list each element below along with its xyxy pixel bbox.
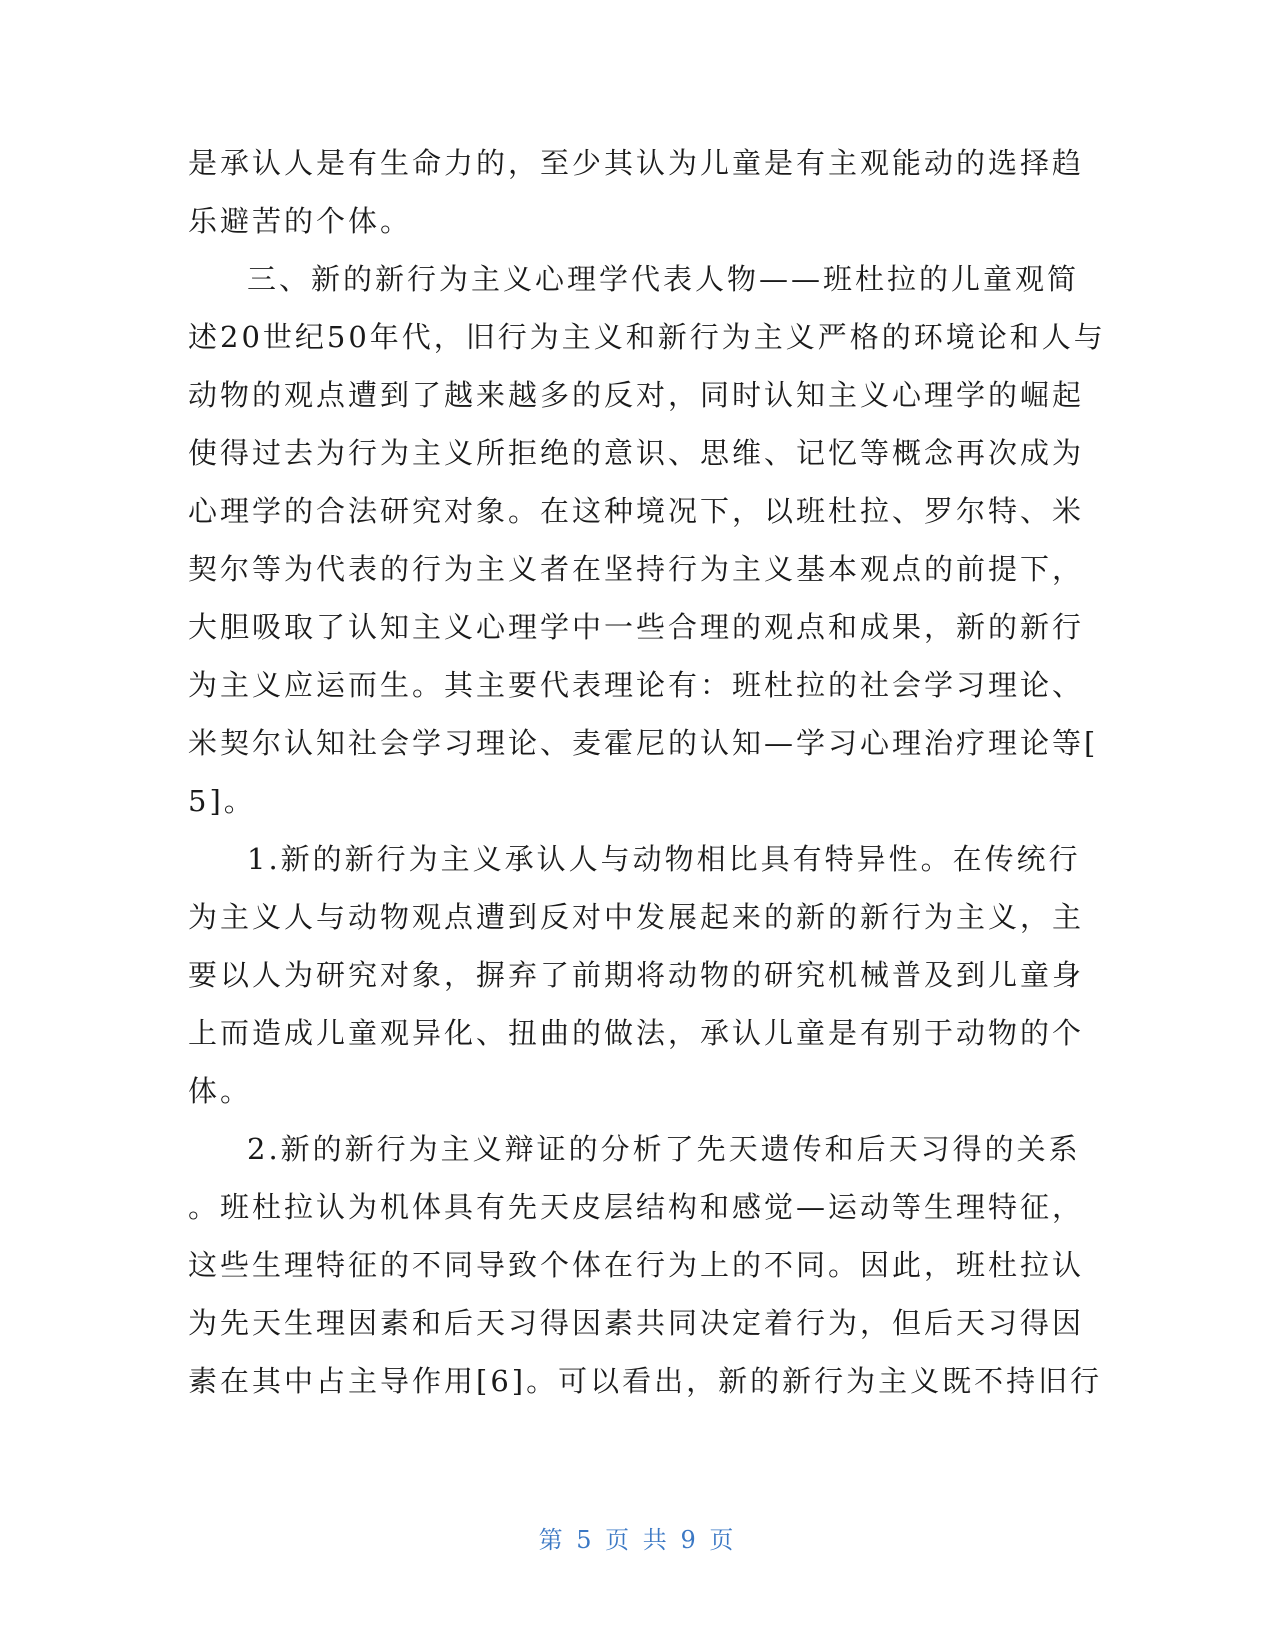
text-line: 契尔等为代表的行为主义者在坚持行为主义基本观点的前提下， [188, 552, 1085, 586]
text-line: 体。 [188, 1074, 253, 1108]
text-line: 这些生理特征的不同导致个体在行为上的不同。因此，班杜拉认 [188, 1248, 1085, 1282]
text-line: 是承认人是有生命力的，至少其认为儿童是有主观能动的选择趋 [188, 146, 1085, 180]
text-line: 使得过去为行为主义所拒绝的意识、思维、记忆等概念再次成为 [188, 436, 1085, 470]
text-line: 述20世纪50年代，旧行为主义和新行为主义严格的环境论和人与 [188, 320, 1106, 354]
text-line: 三、新的新行为主义心理学代表人物——班杜拉的儿童观简 [247, 262, 1080, 296]
text-line: 米契尔认知社会学习理论、麦霍尼的认知—学习心理治疗理论等[ [188, 726, 1099, 760]
text-line: 。班杜拉认为机体具有先天皮层结构和感觉—运动等生理特征， [188, 1190, 1085, 1224]
text-line: 为主义应运而生。其主要代表理论有：班杜拉的社会学习理论、 [188, 668, 1085, 702]
text-line: 为先天生理因素和后天习得因素共同决定着行为，但后天习得因 [188, 1306, 1085, 1340]
text-line: 乐避苦的个体。 [188, 204, 413, 238]
text-line: 要以人为研究对象，摒弃了前期将动物的研究机械普及到儿童身 [188, 958, 1085, 992]
text-line: 为主义人与动物观点遭到反对中发展起来的新的新行为主义，主 [188, 900, 1085, 934]
text-line: 大胆吸取了认知主义心理学中一些合理的观点和成果，新的新行 [188, 610, 1085, 644]
text-line: 动物的观点遭到了越来越多的反对，同时认知主义心理学的崛起 [188, 378, 1085, 412]
page-number-footer: 第 5 页 共 9 页 [538, 1526, 737, 1554]
text-line: 上而造成儿童观异化、扭曲的做法，承认儿童是有别于动物的个 [188, 1016, 1085, 1050]
text-line: 素在其中占主导作用[6]。可以看出，新的新行为主义既不持旧行 [188, 1364, 1103, 1398]
text-line: 1.新的新行为主义承认人与动物相比具有特异性。在传统行 [247, 842, 1081, 876]
text-line: 心理学的合法研究对象。在这种境况下，以班杜拉、罗尔特、米 [188, 494, 1085, 528]
text-line: 5]。 [188, 784, 256, 818]
text-line: 2.新的新行为主义辩证的分析了先天遗传和后天习得的关系 [247, 1132, 1081, 1166]
